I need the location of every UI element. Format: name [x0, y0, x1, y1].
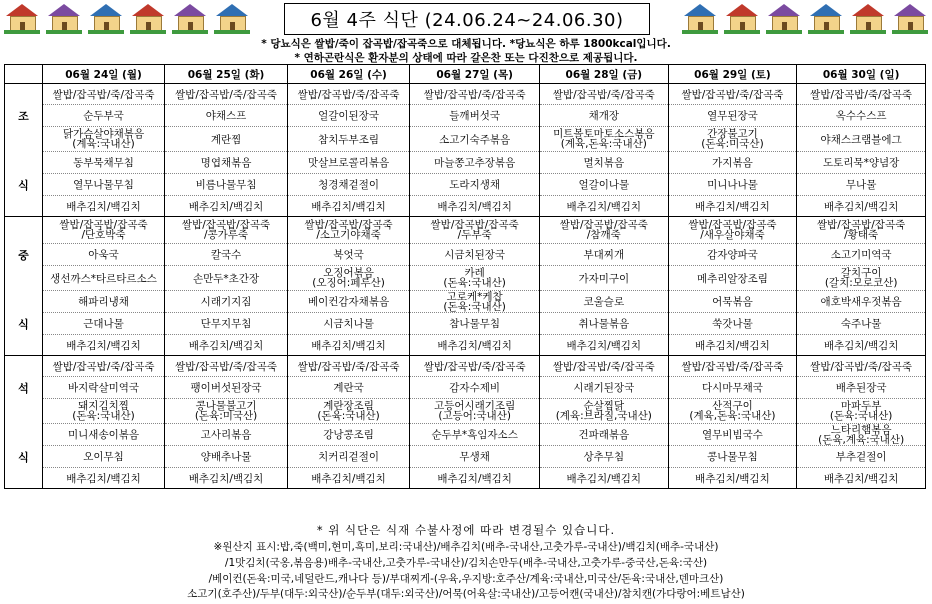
house-icon	[4, 4, 40, 34]
menu-cell: 쑥갓나물	[668, 313, 797, 335]
meal-label	[5, 84, 43, 105]
meal-label: 조	[5, 105, 43, 127]
menu-cell: 열무나물무침	[42, 174, 165, 196]
day-header: 06월 29일 (토)	[668, 65, 797, 84]
menu-item-line: 간장불고기	[707, 128, 758, 140]
lunch-row	[5, 244, 926, 266]
menu-cell: 멸치볶음	[539, 152, 668, 174]
weekly-menu-table	[4, 64, 926, 489]
menu-cell: 들깨버섯국	[410, 105, 540, 127]
menu-cell: 쌀밥/잡곡밥/죽/잡곡죽	[165, 356, 288, 377]
menu-cell	[165, 217, 288, 244]
menu-cell	[42, 217, 165, 244]
dinner-row	[5, 468, 926, 489]
dinner-row	[5, 356, 926, 377]
menu-cell	[539, 399, 668, 424]
menu-cell: 칼국수	[165, 244, 288, 266]
menu-cell: 다시마무채국	[668, 377, 797, 399]
menu-item-line: 순살찜닭	[583, 400, 625, 412]
menu-item-line: (돈육,계육:국내산)	[818, 433, 905, 446]
menu-item-line: 쌀밥/잡곡밥/잡곡죽	[817, 219, 906, 231]
menu-cell: 시래기지짐	[165, 291, 288, 313]
menu-item-line: /콩가루죽	[203, 229, 249, 241]
menu-cell	[410, 399, 540, 424]
menu-item-line: (계육,돈육:국내산)	[689, 410, 776, 422]
dinner-row	[5, 446, 926, 468]
meal-label: 중	[5, 244, 43, 266]
menu-item-line: (고등어:국내산)	[438, 410, 511, 422]
meal-label: 식	[5, 313, 43, 335]
menu-cell	[165, 399, 288, 424]
dinner-row	[5, 424, 926, 446]
meal-label	[5, 266, 43, 291]
menu-cell: 배추김치/백김치	[410, 196, 540, 217]
menu-item-line: (돈육:국내산)	[829, 410, 893, 422]
menu-item-line: 마파두부	[840, 400, 882, 412]
menu-cell: 고사리볶음	[165, 424, 288, 446]
menu-cell: 감자양파국	[668, 244, 797, 266]
menu-cell: 부추겉절이	[797, 446, 926, 468]
menu-item-line: /황태죽	[844, 229, 879, 241]
breakfast-row	[5, 127, 926, 152]
menu-cell	[668, 217, 797, 244]
menu-item-line: 닭가슴살야채볶음	[62, 128, 145, 140]
meal-label	[5, 424, 43, 446]
house-icon	[850, 4, 886, 34]
menu-cell: 야채스프	[165, 105, 288, 127]
lunch-row	[5, 335, 926, 356]
menu-cell: 쌀밥/잡곡밥/죽/잡곡죽	[287, 84, 410, 105]
menu-cell: 양배추나물	[165, 446, 288, 468]
menu-cell: 시래기된장국	[539, 377, 668, 399]
meal-label	[5, 152, 43, 174]
menu-cell: 쌀밥/잡곡밥/죽/잡곡죽	[165, 84, 288, 105]
menu-cell: 동부묵채무침	[42, 152, 165, 174]
menu-item-line: 미트볼토마토소스볶음	[553, 128, 655, 140]
menu-item-line: (돈육:미국산)	[701, 138, 764, 150]
menu-item-line: /두부죽	[457, 229, 492, 241]
menu-cell: 배추김치/백김치	[287, 335, 410, 356]
menu-cell: 옥수수스프	[797, 105, 926, 127]
menu-cell: 배추김치/백김치	[287, 468, 410, 489]
menu-item-line: (돈육:미국산)	[194, 410, 258, 422]
menu-cell: 근대나물	[42, 313, 165, 335]
menu-cell: 부대찌개	[539, 244, 668, 266]
day-header: 06월 28일 (금)	[539, 65, 668, 84]
page-title: 6월 4주 식단 (24.06.24~24.06.30)	[284, 3, 650, 35]
meal-label	[5, 196, 43, 217]
menu-cell: 가자미구이	[539, 266, 668, 291]
breakfast-row	[5, 174, 926, 196]
menu-cell	[410, 217, 540, 244]
day-header: 06월 25일 (화)	[165, 65, 288, 84]
menu-item-line: /단호박죽	[81, 229, 126, 241]
menu-item-line: (계육:브라질,국내산)	[555, 410, 652, 422]
menu-cell	[539, 127, 668, 152]
diabetic-note: * 당뇨식은 쌀밥/죽이 잡곡밥/잡곡죽으로 대체됩니다. *당뇨식은 하루 1800kcal입니다.	[261, 38, 671, 50]
menu-item-line: /참깨죽	[586, 229, 621, 241]
dinner-row	[5, 377, 926, 399]
menu-cell: 배추김치/백김치	[42, 335, 165, 356]
menu-cell: 배추김치/백김치	[797, 196, 926, 217]
menu-cell: 아욱국	[42, 244, 165, 266]
lunch-row	[5, 291, 926, 313]
menu-cell: 쌀밥/잡곡밥/죽/잡곡죽	[42, 84, 165, 105]
menu-cell: 쌀밥/잡곡밥/죽/잡곡죽	[797, 84, 926, 105]
menu-cell: 맛살브로콜리볶음	[287, 152, 410, 174]
menu-cell: 명엽채볶음	[165, 152, 288, 174]
menu-cell: 코울슬로	[539, 291, 668, 313]
house-icon	[88, 4, 124, 34]
menu-cell: 배추김치/백김치	[539, 468, 668, 489]
house-decoration-right	[682, 2, 928, 34]
menu-cell: 순두부국	[42, 105, 165, 127]
house-icon	[214, 4, 250, 34]
menu-item-line: 쌀밥/잡곡밥/잡곡죽	[430, 219, 519, 231]
menu-cell: 배추된장국	[797, 377, 926, 399]
menu-item-line: 산적구이	[712, 400, 753, 412]
breakfast-row	[5, 105, 926, 127]
day-header-row	[5, 65, 926, 84]
menu-item-line: 콩나물불고기	[195, 400, 257, 412]
menu-cell: 해파리냉채	[42, 291, 165, 313]
menu-cell: 순두부*흑임자소스	[410, 424, 540, 446]
menu-cell: 소고기숙주볶음	[410, 127, 540, 152]
lunch-row	[5, 266, 926, 291]
menu-cell: 손만두*초간장	[165, 266, 288, 291]
menu-cell: 오이무침	[42, 446, 165, 468]
meal-label	[5, 356, 43, 377]
menu-cell: 무생채	[410, 446, 540, 468]
menu-item-line: (계육:국내산)	[72, 138, 135, 150]
house-icon	[808, 4, 844, 34]
menu-cell: 무나물	[797, 174, 926, 196]
menu-cell: 강낭콩조림	[287, 424, 410, 446]
menu-cell: 배추김치/백김치	[797, 468, 926, 489]
menu-cell	[410, 266, 540, 291]
day-header: 06월 30일 (일)	[797, 65, 926, 84]
menu-item-line: 고등어시래기조림	[434, 400, 516, 412]
menu-cell: 배추김치/백김치	[668, 468, 797, 489]
menu-item-line: (돈육:국내산)	[72, 410, 135, 422]
house-icon	[172, 4, 208, 34]
menu-cell: 도토리묵*양념장	[797, 152, 926, 174]
menu-cell: 배추김치/백김치	[539, 335, 668, 356]
menu-cell: 배추김치/백김치	[668, 196, 797, 217]
menu-item-line: 쌀밥/잡곡밥/잡곡죽	[688, 219, 777, 231]
menu-cell: 쌀밥/잡곡밥/죽/잡곡죽	[668, 84, 797, 105]
origin-line: /베이컨(돈육:미국,네덜란드,캐나다 등)/부대찌게-(우육,우지방:호주산/계육:국내산,미국산/돈육:국내산,덴마크산)	[208, 573, 724, 585]
menu-cell: 쌀밥/잡곡밥/죽/잡곡죽	[410, 356, 540, 377]
meal-label	[5, 335, 43, 356]
dinner-row	[5, 399, 926, 424]
menu-cell: 바지락살미역국	[42, 377, 165, 399]
menu-cell: 단무지무침	[165, 313, 288, 335]
house-icon	[766, 4, 802, 34]
meal-label	[5, 127, 43, 152]
menu-cell: 배추김치/백김치	[165, 468, 288, 489]
menu-cell	[287, 217, 410, 244]
menu-cell: 배추김치/백김치	[668, 335, 797, 356]
lunch-row	[5, 217, 926, 244]
menu-cell: 배추김치/백김치	[410, 335, 540, 356]
menu-item-line: (돈육:국내산)	[443, 300, 506, 313]
menu-item-line: 쌀밥/잡곡밥/잡곡죽	[181, 219, 271, 231]
menu-cell: 얼갈이된장국	[287, 105, 410, 127]
menu-cell: 배추김치/백김치	[410, 468, 540, 489]
menu-cell: 가지볶음	[668, 152, 797, 174]
menu-item-line: 느타리햄볶음	[830, 423, 892, 436]
origin-line: /1맛김치(국옹,볶음용)배추-국내산,고춧가루-국내산)/김치손만두(배추-국내산,고춧가루-중국산,돈육:국산)	[224, 557, 708, 569]
menu-item-line: (계육,돈육:국내산)	[560, 138, 647, 150]
menu-item-line: 쌀밥/잡곡밥/잡곡죽	[304, 219, 393, 231]
menu-cell: 야채스크램블에그	[797, 127, 926, 152]
menu-cell: 메추리알장조림	[668, 266, 797, 291]
menu-item-line: 오징어볶음	[323, 267, 374, 279]
meal-label	[5, 399, 43, 424]
menu-item-line: (돈육:국내산)	[443, 277, 506, 289]
menu-cell	[410, 291, 540, 313]
menu-cell: 미니새송이볶음	[42, 424, 165, 446]
meal-label	[5, 468, 43, 489]
menu-cell: 쌀밥/잡곡밥/죽/잡곡죽	[287, 356, 410, 377]
house-icon	[682, 4, 718, 34]
menu-cell: 쌀밥/잡곡밥/죽/잡곡죽	[797, 356, 926, 377]
lunch-row	[5, 313, 926, 335]
day-header: 06월 24일 (월)	[42, 65, 165, 84]
menu-cell: 시금치된장국	[410, 244, 540, 266]
house-icon	[46, 4, 82, 34]
menu-item-line: 돼지김치찜	[78, 400, 129, 412]
menu-cell: 배추김치/백김치	[165, 196, 288, 217]
meal-label: 식	[5, 174, 43, 196]
meal-label: 식	[5, 446, 43, 468]
menu-cell	[797, 399, 926, 424]
menu-cell	[287, 266, 410, 291]
menu-cell: 계란국	[287, 377, 410, 399]
menu-cell: 시금치나물	[287, 313, 410, 335]
menu-item-line: 쌀밥/잡곡밥/잡곡죽	[59, 219, 148, 231]
house-icon	[724, 4, 760, 34]
menu-cell: 숙주나물	[797, 313, 926, 335]
menu-item-line: 카레	[464, 267, 485, 279]
menu-cell: 미니나나물	[668, 174, 797, 196]
menu-cell: 참치두부조림	[287, 127, 410, 152]
menu-cell: 마늘쫑고추장볶음	[410, 152, 540, 174]
menu-cell: 청경채겉절이	[287, 174, 410, 196]
origin-line: 소고기(호주산)/두부(대두:외국산)/순두부(대두:외국산)/어묵(어육살:국내산)/고등어캔(국내산)/참치캔(가다랑어:베트남산)	[187, 588, 745, 600]
menu-cell: 배추김치/백김치	[797, 335, 926, 356]
menu-cell: 쌀밥/잡곡밥/죽/잡곡죽	[410, 84, 540, 105]
menu-cell: 배추김치/백김치	[42, 196, 165, 217]
menu-cell: 감자수제비	[410, 377, 540, 399]
meal-label	[5, 217, 43, 244]
menu-cell: 북엇국	[287, 244, 410, 266]
menu-cell: 치커리겉절이	[287, 446, 410, 468]
menu-cell: 배추김치/백김치	[539, 196, 668, 217]
menu-cell: 쌀밥/잡곡밥/죽/잡곡죽	[539, 356, 668, 377]
meal-label: 석	[5, 377, 43, 399]
menu-item-line: 계란장조림	[323, 400, 374, 412]
menu-item-line: 쌀밥/잡곡밥/잡곡죽	[559, 219, 648, 231]
change-notice: * 위 식단은 식재 수불사정에 따라 변경될수 있습니다.	[316, 523, 616, 537]
menu-cell	[287, 399, 410, 424]
menu-cell: 배추김치/백김치	[165, 335, 288, 356]
menu-item-line: (돈육:국내산)	[317, 410, 380, 422]
meal-label	[5, 291, 43, 313]
menu-cell	[539, 217, 668, 244]
menu-cell: 얼갈이나물	[539, 174, 668, 196]
menu-cell: 쌀밥/잡곡밥/죽/잡곡죽	[668, 356, 797, 377]
menu-cell: 애호박새우젓볶음	[797, 291, 926, 313]
dysphagia-note: * 연하곤란식은 환자분의 상태에 따라 갈은찬 또는 다진찬으로 제공됩니다.	[294, 52, 638, 64]
menu-cell: 비름나물무침	[165, 174, 288, 196]
menu-cell: 배추김치/백김치	[287, 196, 410, 217]
menu-item-line: 고로케*케찹	[446, 290, 503, 303]
breakfast-row	[5, 84, 926, 105]
menu-item-line: /소고기야채죽	[316, 229, 381, 241]
menu-cell: 상추무침	[539, 446, 668, 468]
day-header: 06월 26일 (수)	[287, 65, 410, 84]
menu-cell: 채개장	[539, 105, 668, 127]
menu-cell	[42, 127, 165, 152]
menu-cell: 쌀밥/잡곡밥/죽/잡곡죽	[539, 84, 668, 105]
origin-line: ※원산지 표시:밥,죽(백미,현미,흑미,보리:국내산)/배추김치(배추-국내산,고춧가루-국내산)/백김치(배추-국내산)	[213, 541, 719, 553]
menu-cell: 열무된장국	[668, 105, 797, 127]
menu-cell	[797, 266, 926, 291]
menu-cell: 베이컨감자채볶음	[287, 291, 410, 313]
house-icon	[892, 4, 928, 34]
menu-cell: 참나물무침	[410, 313, 540, 335]
menu-item-line: 갈치구이	[840, 267, 882, 279]
menu-cell: 배추김치/백김치	[42, 468, 165, 489]
menu-cell	[797, 424, 926, 446]
menu-cell	[668, 399, 797, 424]
menu-cell: 계란찜	[165, 127, 288, 152]
breakfast-row	[5, 152, 926, 174]
menu-item-line: (갈치:모로코산)	[824, 277, 898, 289]
menu-cell: 도라지생채	[410, 174, 540, 196]
menu-cell: 건파래볶음	[539, 424, 668, 446]
menu-cell: 열무비빔국수	[668, 424, 797, 446]
menu-cell: 콩나물무침	[668, 446, 797, 468]
header-bar	[0, 0, 932, 36]
menu-cell: 어묵볶음	[668, 291, 797, 313]
menu-cell	[797, 217, 926, 244]
menu-cell	[668, 127, 797, 152]
menu-item-line: (오징어:페루산)	[312, 277, 385, 289]
day-header: 06월 27일 (목)	[410, 65, 540, 84]
menu-cell: 팽이버섯된장국	[165, 377, 288, 399]
menu-item-line: /새우살야채죽	[700, 229, 765, 241]
menu-cell: 취나물볶음	[539, 313, 668, 335]
house-decoration-left	[4, 2, 250, 34]
breakfast-row	[5, 196, 926, 217]
menu-cell: 생선까스*타르타르소스	[42, 266, 165, 291]
house-icon	[130, 4, 166, 34]
menu-cell	[42, 399, 165, 424]
menu-cell: 소고기미역국	[797, 244, 926, 266]
menu-cell: 쌀밥/잡곡밥/죽/잡곡죽	[42, 356, 165, 377]
corner-cell	[5, 65, 43, 84]
